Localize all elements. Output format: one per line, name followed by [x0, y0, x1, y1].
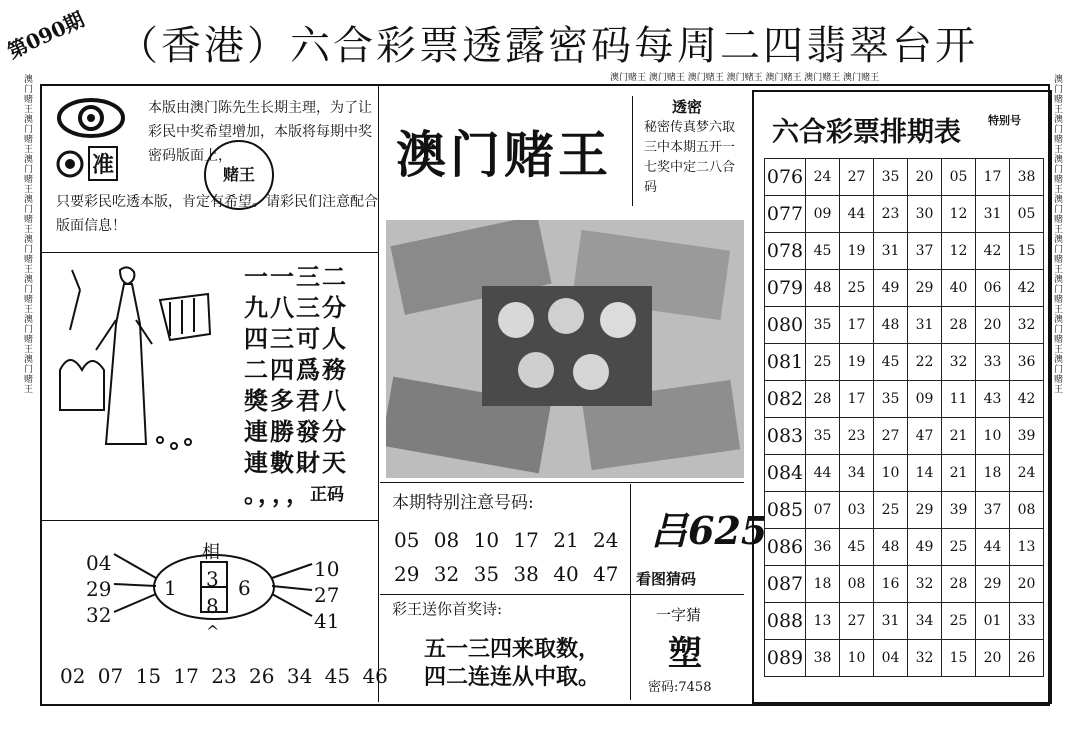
number-cell: 20 [976, 307, 1010, 344]
number-cell: 12 [942, 233, 976, 270]
diagram-center-right: 6 [238, 576, 251, 600]
number-cell: 48 [806, 270, 840, 307]
number-cell: 35 [806, 418, 840, 455]
number-cell: 39 [942, 492, 976, 529]
number-cell: 05 [942, 159, 976, 196]
number-cell: 08 [840, 566, 874, 603]
number-cell: 25 [874, 492, 908, 529]
table-row [765, 233, 1044, 270]
special-numbers-row: 05 08 10 17 21 24 [394, 528, 619, 552]
issue-number: 088 [765, 603, 806, 640]
number-cell: 25 [806, 344, 840, 381]
issue-number: 079 [765, 270, 806, 307]
page-headline: （香港）六合彩票透露密码每周二四翡翠台开 [118, 23, 978, 69]
guess-sketch: 吕625 [650, 508, 768, 553]
table-row [765, 566, 1044, 603]
table-row [765, 640, 1044, 677]
diagram-num: 04 [86, 551, 112, 575]
divider [42, 252, 378, 253]
diagram-num: 41 [314, 609, 340, 633]
issue-number: 086 [765, 529, 806, 566]
number-cell: 49 [874, 270, 908, 307]
number-cell: 28 [942, 307, 976, 344]
poem-line: 連勝發分 [244, 418, 348, 446]
special-number-cell: 08 [1010, 492, 1044, 529]
number-cell: 20 [976, 640, 1010, 677]
number-cell: 18 [976, 455, 1010, 492]
table-row [765, 196, 1044, 233]
guess-picture-label: 看图猜码 [636, 570, 697, 588]
intro-text: 本版由澳门陈先生长期主理，为了让彩民中奖希望增加，本版将每期中奖密码版面上， [148, 100, 372, 164]
number-cell: 42 [976, 233, 1010, 270]
number-cell: 40 [942, 270, 976, 307]
number-cell: 12 [942, 196, 976, 233]
table-row [765, 381, 1044, 418]
right-edge-strip: 澳门赌王澳门赌王澳门赌王澳门赌王澳门赌王澳门赌王澳门赌王澳门赌王 [1052, 74, 1062, 394]
issue-number: 081 [765, 344, 806, 381]
garden-illustration [50, 260, 240, 460]
poem-tail: 。，，， [244, 480, 312, 508]
number-cell: 10 [874, 455, 908, 492]
number-cell: 14 [908, 455, 942, 492]
special-numbers-row: 29 32 35 38 40 47 [394, 562, 619, 586]
poem-block [244, 262, 374, 510]
issue-number: 077 [765, 196, 806, 233]
number-cell: 24 [806, 159, 840, 196]
number-cell: 29 [908, 492, 942, 529]
number-cell: 28 [942, 566, 976, 603]
number-cell: 13 [806, 603, 840, 640]
number-cell: 20 [908, 159, 942, 196]
number-cell: 01 [976, 603, 1010, 640]
number-cell: 25 [840, 270, 874, 307]
number-cell: 45 [840, 529, 874, 566]
number-cell: 45 [806, 233, 840, 270]
number-cell: 16 [874, 566, 908, 603]
table-row [765, 307, 1044, 344]
number-cell: 44 [806, 455, 840, 492]
money-collage-image [386, 220, 744, 478]
diagram-right-nums [314, 556, 339, 634]
left-edge-strip: 澳门赌王澳门赌王澳门赌王澳门赌王澳门赌王澳门赌王澳门赌王澳门赌王 [22, 74, 32, 394]
diagram-top-char: 相 [202, 542, 220, 563]
issue-number: 076 [765, 159, 806, 196]
number-cell: 06 [976, 270, 1010, 307]
number-cell: 34 [840, 455, 874, 492]
table-row [765, 492, 1044, 529]
diagram-left-nums [86, 550, 111, 628]
table-row [765, 418, 1044, 455]
poem-line: 一一三二 [244, 263, 348, 291]
password-text: 密码:7458 [648, 680, 712, 695]
special-number-cell: 39 [1010, 418, 1044, 455]
issue-number: 084 [765, 455, 806, 492]
issue-stamp: 第090期 [3, 7, 88, 64]
special-numbers-label: 本期特别注意号码: [392, 493, 534, 513]
number-cell: 25 [942, 529, 976, 566]
secret-title: 透密 [672, 98, 703, 116]
target-icon [56, 150, 84, 178]
diagram-num: 27 [314, 583, 340, 607]
special-number-cell: 15 [1010, 233, 1044, 270]
number-cell: 45 [874, 344, 908, 381]
draw-schedule-table [764, 158, 1044, 677]
banner-title: 澳门赌王 [396, 126, 612, 184]
table-row [765, 270, 1044, 307]
gift-poem-line: 四二连连从中取。 [424, 665, 601, 690]
number-cell: 27 [874, 418, 908, 455]
number-cell: 35 [874, 381, 908, 418]
number-cell: 29 [908, 270, 942, 307]
number-cell: 27 [840, 603, 874, 640]
number-cell: 49 [908, 529, 942, 566]
number-cell: 25 [942, 603, 976, 640]
one-char-riddle: 塑 [668, 634, 702, 674]
issue-number: 087 [765, 566, 806, 603]
gift-poem-label: 彩王送你首奖诗: [392, 600, 503, 618]
number-cell: 43 [976, 381, 1010, 418]
table-row [765, 344, 1044, 381]
special-number-cell: 38 [1010, 159, 1044, 196]
number-cell: 10 [840, 640, 874, 677]
diagram-caret: ^ [206, 622, 220, 641]
number-cell: 47 [908, 418, 942, 455]
number-cell: 31 [874, 603, 908, 640]
special-number-cell: 05 [1010, 196, 1044, 233]
poem-line: 四三可人 [244, 325, 348, 353]
one-char-label: 一字猜 [656, 606, 702, 624]
divider [630, 596, 631, 700]
divider [378, 86, 379, 702]
table-row [765, 529, 1044, 566]
poem-line: 二四爲務 [244, 356, 348, 384]
main-code-label: 正码 [310, 485, 344, 505]
issue-number: 080 [765, 307, 806, 344]
special-number-cell: 42 [1010, 381, 1044, 418]
draw-schedule-title: 六合彩票排期表 [772, 117, 961, 148]
number-cell: 32 [908, 640, 942, 677]
diagram-num: 29 [86, 577, 112, 601]
special-number-cell: 24 [1010, 455, 1044, 492]
issue-number: 082 [765, 381, 806, 418]
diagram-center-left: 1 [164, 576, 177, 600]
special-number-cell: 32 [1010, 307, 1044, 344]
number-cell: 29 [976, 566, 1010, 603]
diagram-num: 32 [86, 603, 112, 627]
number-cell: 44 [840, 196, 874, 233]
number-cell: 30 [908, 196, 942, 233]
intro-text-bottom: 只要彩民吃透本版，肯定有希望。请彩民们注意配合版面信息！ [56, 194, 378, 234]
number-cell: 44 [976, 529, 1010, 566]
table-row [765, 159, 1044, 196]
special-number-cell: 33 [1010, 603, 1044, 640]
diagram-box-bottom: 8 [206, 594, 219, 618]
number-cell: 27 [840, 159, 874, 196]
number-cell: 23 [840, 418, 874, 455]
poem-line: 連數財天 [244, 449, 348, 477]
eye-icon [56, 96, 126, 140]
diagram-box-top: 3 [206, 567, 219, 591]
gift-poem-line: 五一三四来取数， [424, 637, 601, 662]
number-cell: 33 [976, 344, 1010, 381]
diagram-num: 10 [314, 557, 340, 581]
number-cell: 23 [874, 196, 908, 233]
number-cell: 04 [874, 640, 908, 677]
number-cell: 48 [874, 529, 908, 566]
number-cell: 19 [840, 233, 874, 270]
issue-number: 078 [765, 233, 806, 270]
number-cell: 35 [874, 159, 908, 196]
number-cell: 36 [806, 529, 840, 566]
special-number-cell: 42 [1010, 270, 1044, 307]
number-cell: 17 [840, 307, 874, 344]
divider [380, 594, 744, 595]
number-cell: 34 [908, 603, 942, 640]
number-cell: 35 [806, 307, 840, 344]
number-cell: 38 [806, 640, 840, 677]
number-cell: 32 [908, 566, 942, 603]
number-cell: 21 [942, 455, 976, 492]
number-cell: 37 [976, 492, 1010, 529]
number-cell: 18 [806, 566, 840, 603]
special-number-cell: 20 [1010, 566, 1044, 603]
number-cell: 09 [908, 381, 942, 418]
number-cell: 31 [976, 196, 1010, 233]
number-cell: 31 [874, 233, 908, 270]
number-cell: 37 [908, 233, 942, 270]
issue-number: 089 [765, 640, 806, 677]
number-cell: 10 [976, 418, 1010, 455]
number-cell: 15 [942, 640, 976, 677]
issue-number: 085 [765, 492, 806, 529]
number-cell: 09 [806, 196, 840, 233]
table-row [765, 603, 1044, 640]
number-cell: 03 [840, 492, 874, 529]
special-number-cell: 36 [1010, 344, 1044, 381]
number-cell: 17 [976, 159, 1010, 196]
number-cell: 28 [806, 381, 840, 418]
secret-text: 秘密传真梦六取三中本期五开一七奖中定二八合码 [644, 120, 736, 195]
divider [380, 482, 744, 483]
round-seal: 赌王 [204, 140, 274, 210]
top-edge-strip: 澳门赌王 澳门赌王 澳门赌王 澳门赌王 澳门赌王 澳门赌王 澳门赌王 [610, 73, 880, 83]
number-cell: 07 [806, 492, 840, 529]
number-cell: 32 [942, 344, 976, 381]
bottom-number-row: 02 07 15 17 23 26 34 45 46 [60, 664, 388, 688]
poem-line: 九八三分 [244, 294, 348, 322]
number-cell: 17 [840, 381, 874, 418]
special-number-cell: 13 [1010, 529, 1044, 566]
issue-number: 083 [765, 418, 806, 455]
special-number-cell: 26 [1010, 640, 1044, 677]
table-row [765, 455, 1044, 492]
number-cell: 21 [942, 418, 976, 455]
divider [632, 96, 633, 206]
number-cell: 11 [942, 381, 976, 418]
draw-schedule-subtitle: 特别号 [988, 114, 1021, 127]
accuracy-badge: 准 [88, 146, 118, 181]
number-cell: 48 [874, 307, 908, 344]
number-cell: 19 [840, 344, 874, 381]
poem-line: 獎多君八 [244, 387, 348, 415]
divider [42, 520, 378, 521]
number-cell: 31 [908, 307, 942, 344]
number-cell: 22 [908, 344, 942, 381]
